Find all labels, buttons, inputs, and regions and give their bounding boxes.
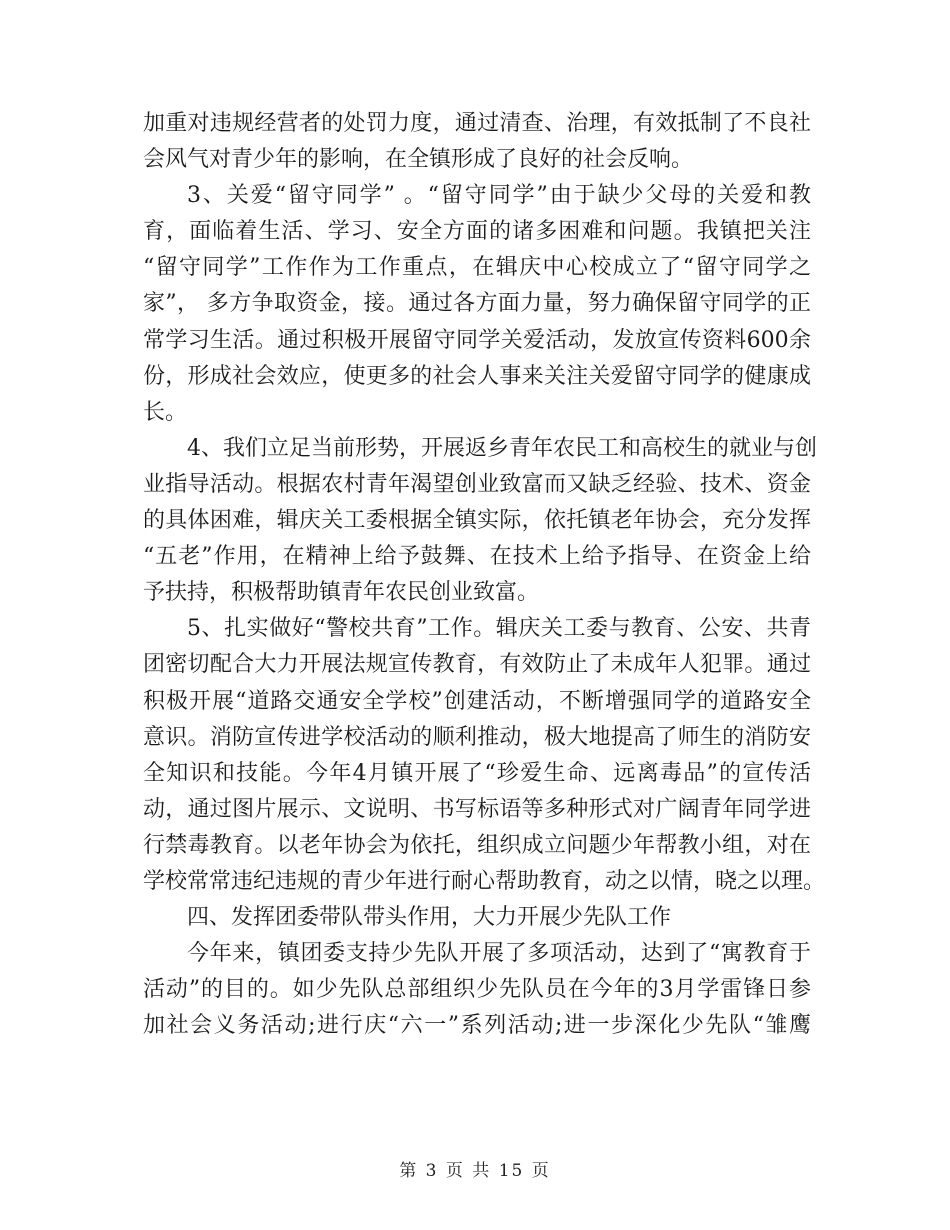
text-line: 份，形成社会效应，使更多的社会人事来关注关爱留守同学的健康成 (143, 363, 811, 389)
text-line: 团密切配合大力开展法规宣传教育，有效防止了未成年人犯罪。通过 (143, 652, 811, 678)
section-heading: 四、发挥团委带队带头作用，大力开展少先队工作 (187, 905, 672, 931)
text-line: 学校常常违纪违规的青少年进行耐心帮助教育，动之以情，晓之以理。 (143, 868, 826, 894)
text-line: 加社会义务活动;进行庆“六一”系列活动;进一步深化少先队“雏鹰 (143, 1013, 811, 1039)
text-line: 3、关爱“留守同学” 。“留守同学”由于缺少父母的关爱和教 (187, 183, 811, 209)
text-line: 会风气对青少年的影响，在全镇形成了良好的社会反响。 (143, 147, 694, 173)
text-line: 行禁毒教育。以老年协会为依托，组织成立问题少年帮教小组，对在 (143, 832, 811, 858)
text-line: 家”， 多方争取资金，接。通过各方面力量，努力确保留守同学的正 (143, 291, 811, 317)
text-line: 常学习生活。通过积极开展留守同学关爱活动，发放宣传资料600余 (143, 327, 811, 353)
document-body (143, 106, 826, 1044)
text-line: 的具体困难，辑庆关工委根据全镇实际，依托镇老年协会，充分发挥 (143, 508, 811, 534)
text-line: 动，通过图片展示、文说明、书写标语等多种形式对广阔青年同学进 (143, 796, 811, 822)
page-number-footer: 第 3 页 共 15 页 (399, 1161, 551, 1181)
text-line: 今年来，镇团委支持少先队开展了多项活动，达到了“寓教育于 (187, 941, 811, 967)
text-line: 育，面临着生活、学习、安全方面的诸多困难和问题。我镇把关注 (143, 219, 811, 245)
text-line: “五老”作用，在精神上给予鼓舞、在技术上给予指导、在资金上给 (143, 544, 811, 570)
text-line: 业指导活动。根据农村青年渴望创业致富而又缺乏经验、技术、资金 (143, 471, 811, 497)
text-line: 活动”的目的。如少先队总部组织少先队员在今年的3月学雷锋日参 (143, 977, 811, 1003)
text-line: 5、扎实做好“警校共育”工作。辑庆关工委与教育、公安、共青 (187, 616, 811, 642)
text-line: 4、我们立足当前形势，开展返乡青年农民工和高校生的就业与创 (187, 435, 817, 461)
text-line: 加重对违规经营者的处罚力度，通过清查、治理，有效抵制了不良社 (143, 111, 811, 136)
text-line: 长。 (143, 399, 188, 425)
text-line: “留守同学”工作作为工作重点，在辑庆中心校成立了“留守同学之 (143, 255, 811, 281)
text-line: 意识。消防宣传进学校活动的顺利推动，极大地提高了师生的消防安 (143, 724, 811, 750)
text-line: 积极开展“道路交通安全学校”创建活动，不断增强同学的道路安全 (143, 688, 811, 714)
text-line: 予扶持，积极帮助镇青年农民创业致富。 (143, 580, 540, 606)
text-line: 全知识和技能。今年4月镇开展了“珍爱生命、远离毒品”的宣传活 (143, 760, 811, 786)
